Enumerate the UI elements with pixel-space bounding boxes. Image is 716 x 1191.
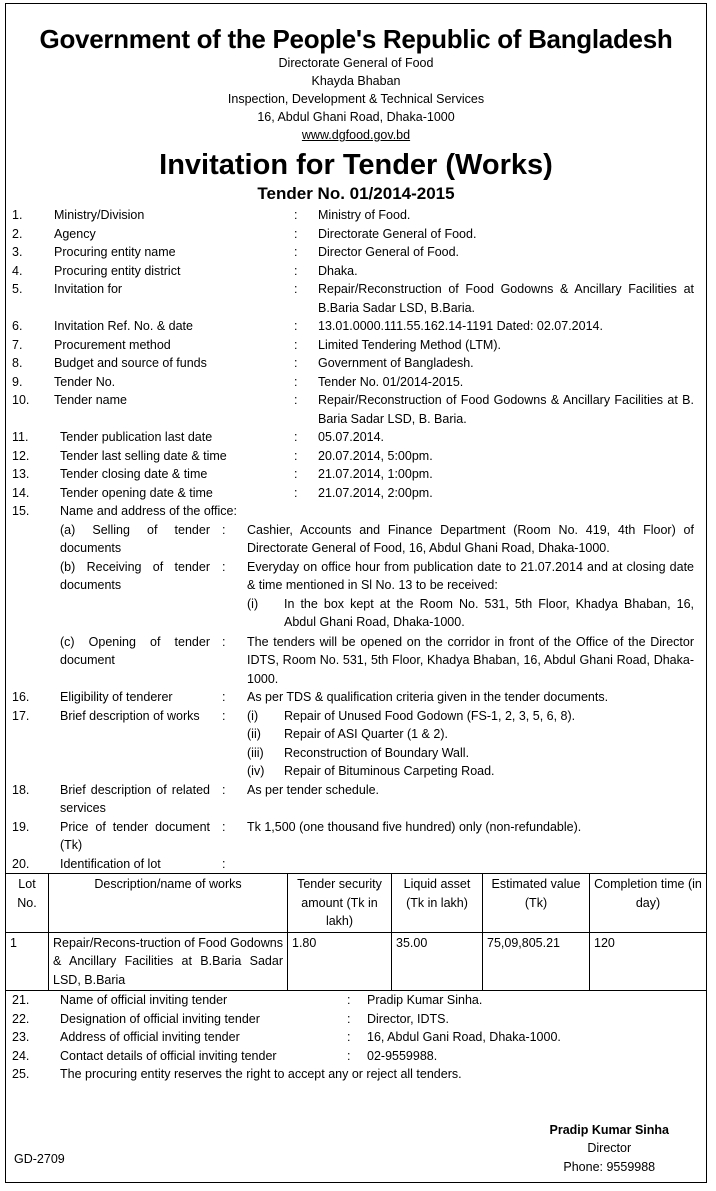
list-item: 6. Invitation Ref. No. & date : 13.01.0000.111.55.162.14-1191 Dated: 02.07.2014. [12,319,603,333]
office-line: Khayda Bhaban [311,74,401,88]
signatory-title: Director [587,1141,632,1155]
list-item: 14. Tender opening date & time : 21.07.2014, 2:00pm. [12,485,433,500]
government-heading: Government of the People's Republic of Bangladesh [39,24,673,54]
item-17: 17. Brief description of works : (i) Repair of Unused Food Godown (FS-1, 2, 3, 5, 6, 8). (ii) Repair of ASI Quarter (1 & 2). (iii) Reconstruction of Boundary Wall. (iv) Repair of Bituminous Carpeting Road. [6,707,706,781]
items-21-24 [6,991,706,1065]
list-item: 8. Budget and source of funds : Government of Bangladesh. [12,356,474,370]
item-15c: (c) Opening of tender document : The tenders will be opened on the corridor in front of the Office of the Director IDTS, Room No. 531, 5th Floor, Khadya Bhaban, 16, Abdul Ghani Road, Dhaka-1000. [60,634,694,686]
work-item: (iv) Repair of Bituminous Carpeting Road. [247,764,495,778]
list-item: 5. Invitation for : Repair/Reconstruction of Food Godowns & Ancillary Facilities at B.Baria Sadar LSD, B.Baria. [12,282,694,315]
item-20: 20. Identification of lot : [12,856,226,871]
office-line: Directorate General of Food [278,56,434,70]
list-item: 12. Tender last selling date & time : 20.07.2014, 5:00pm. [12,448,433,463]
footer-code: GD-2709 [14,1151,65,1166]
signatory-name: Pradip Kumar Sinha [549,1122,669,1137]
notice-title: Invitation for Tender (Works) [159,149,553,181]
work-item: (iii) Reconstruction of Boundary Wall. [247,745,470,760]
list-item: 22. Designation of official inviting tender : Director, IDTS. [12,1011,449,1026]
website-link[interactable]: www.dgfood.gov.bd [301,128,411,142]
list-item: 4. Procuring entity district : Dhaka. [12,263,358,278]
item-15a: (a) Selling of tender documents : Cashier, Accounts and Finance Department (Room No. 419, 4th Floor) of Directorate General of Food, 16, Abdul Ghani Road, Dhaka-1000. [60,522,694,555]
table-row: 1 Repair/Recons-truction of Food Godowns & Ancillary Facilities at B.Baria Sadar LSD, B.Baria 1.80 35.00 75,09,805.21 120 [6,932,707,991]
item-15: 15. Name and address of the office: [12,504,237,518]
tender-notice [5,3,707,1183]
item-16: 16. Eligibility of tenderer : As per TDS & qualification criteria given in the tender documents. [12,690,609,704]
list-item: 3. Procuring entity name : Director General of Food. [12,245,460,259]
signatory-phone: Phone: 9559988 [563,1159,656,1174]
list-item: 24. Contact details of official inviting tender : 02-9559988. [12,1048,438,1063]
list-item: 21. Name of official inviting tender : Pradip Kumar Sinha. [12,993,483,1007]
work-item: (ii) Repair of ASI Quarter (1 & 2). [247,727,448,741]
list-item: 7. Procurement method : Limited Tendering Method (LTM). [12,337,501,352]
item-18: 18. Brief description of related services : As per tender schedule. [12,782,380,815]
list-item: 13. Tender closing date & time : 21.07.2014, 1:00pm. [12,467,433,481]
list-item: 11. Tender publication last date : 05.07.2014. [12,430,385,444]
item-15b-i: (i) In the box kept at the Room No. 531, 5th Floor, Khadya Bhaban, 16, Abdul Ghani Road, Dhaka-1000. [247,596,694,629]
lot-table [5,873,707,991]
list-item: 10. Tender name : Repair/Reconstruction of Food Godowns & Ancillary Facilities at B. Baria Sadar LSD, B. Baria. [12,393,694,426]
list-item: 2. Agency : Directorate General of Food. [12,226,477,241]
list-item: 23. Address of official inviting tender : 16, Abdul Gani Road, Dhaka-1000. [12,1030,561,1044]
signature-block [550,1121,669,1177]
works-list [6,707,706,781]
items-1-10 [6,206,706,428]
tender-number-heading: Tender No. 01/2014-2015 [257,184,455,203]
item-25: 25. The procuring entity reserves the right to accept any or reject all tenders. [12,1067,462,1081]
items-11-14 [6,428,706,502]
lot-table-header: Lot No. Description/name of works Tender security amount (Tk in lakh) Liquid asset (Tk in lakh) Estimated value (Tk) Completion time (in day) [6,874,707,933]
item-19: 19. Price of tender document (Tk) : Tk 1,500 (one thousand five hundred) only (non-refundable). [12,819,582,852]
work-item: (i) Repair of Unused Food Godown (FS-1, 2, 3, 5, 6, 8). [247,708,576,723]
office-line: Inspection, Development & Technical Services [227,92,485,106]
list-item: 9. Tender No. : Tender No. 01/2014-2015. [12,374,464,389]
item-15b: (b) Receiving of tender documents : Everyday on office hour from publication date to 21.07.2014 and at closing date & time mentioned in Sl No. 13 to be received: [60,559,694,592]
list-item: 1. Ministry/Division : Ministry of Food. [12,208,411,222]
office-line: 16, Abdul Ghani Road, Dhaka-1000 [257,110,455,124]
